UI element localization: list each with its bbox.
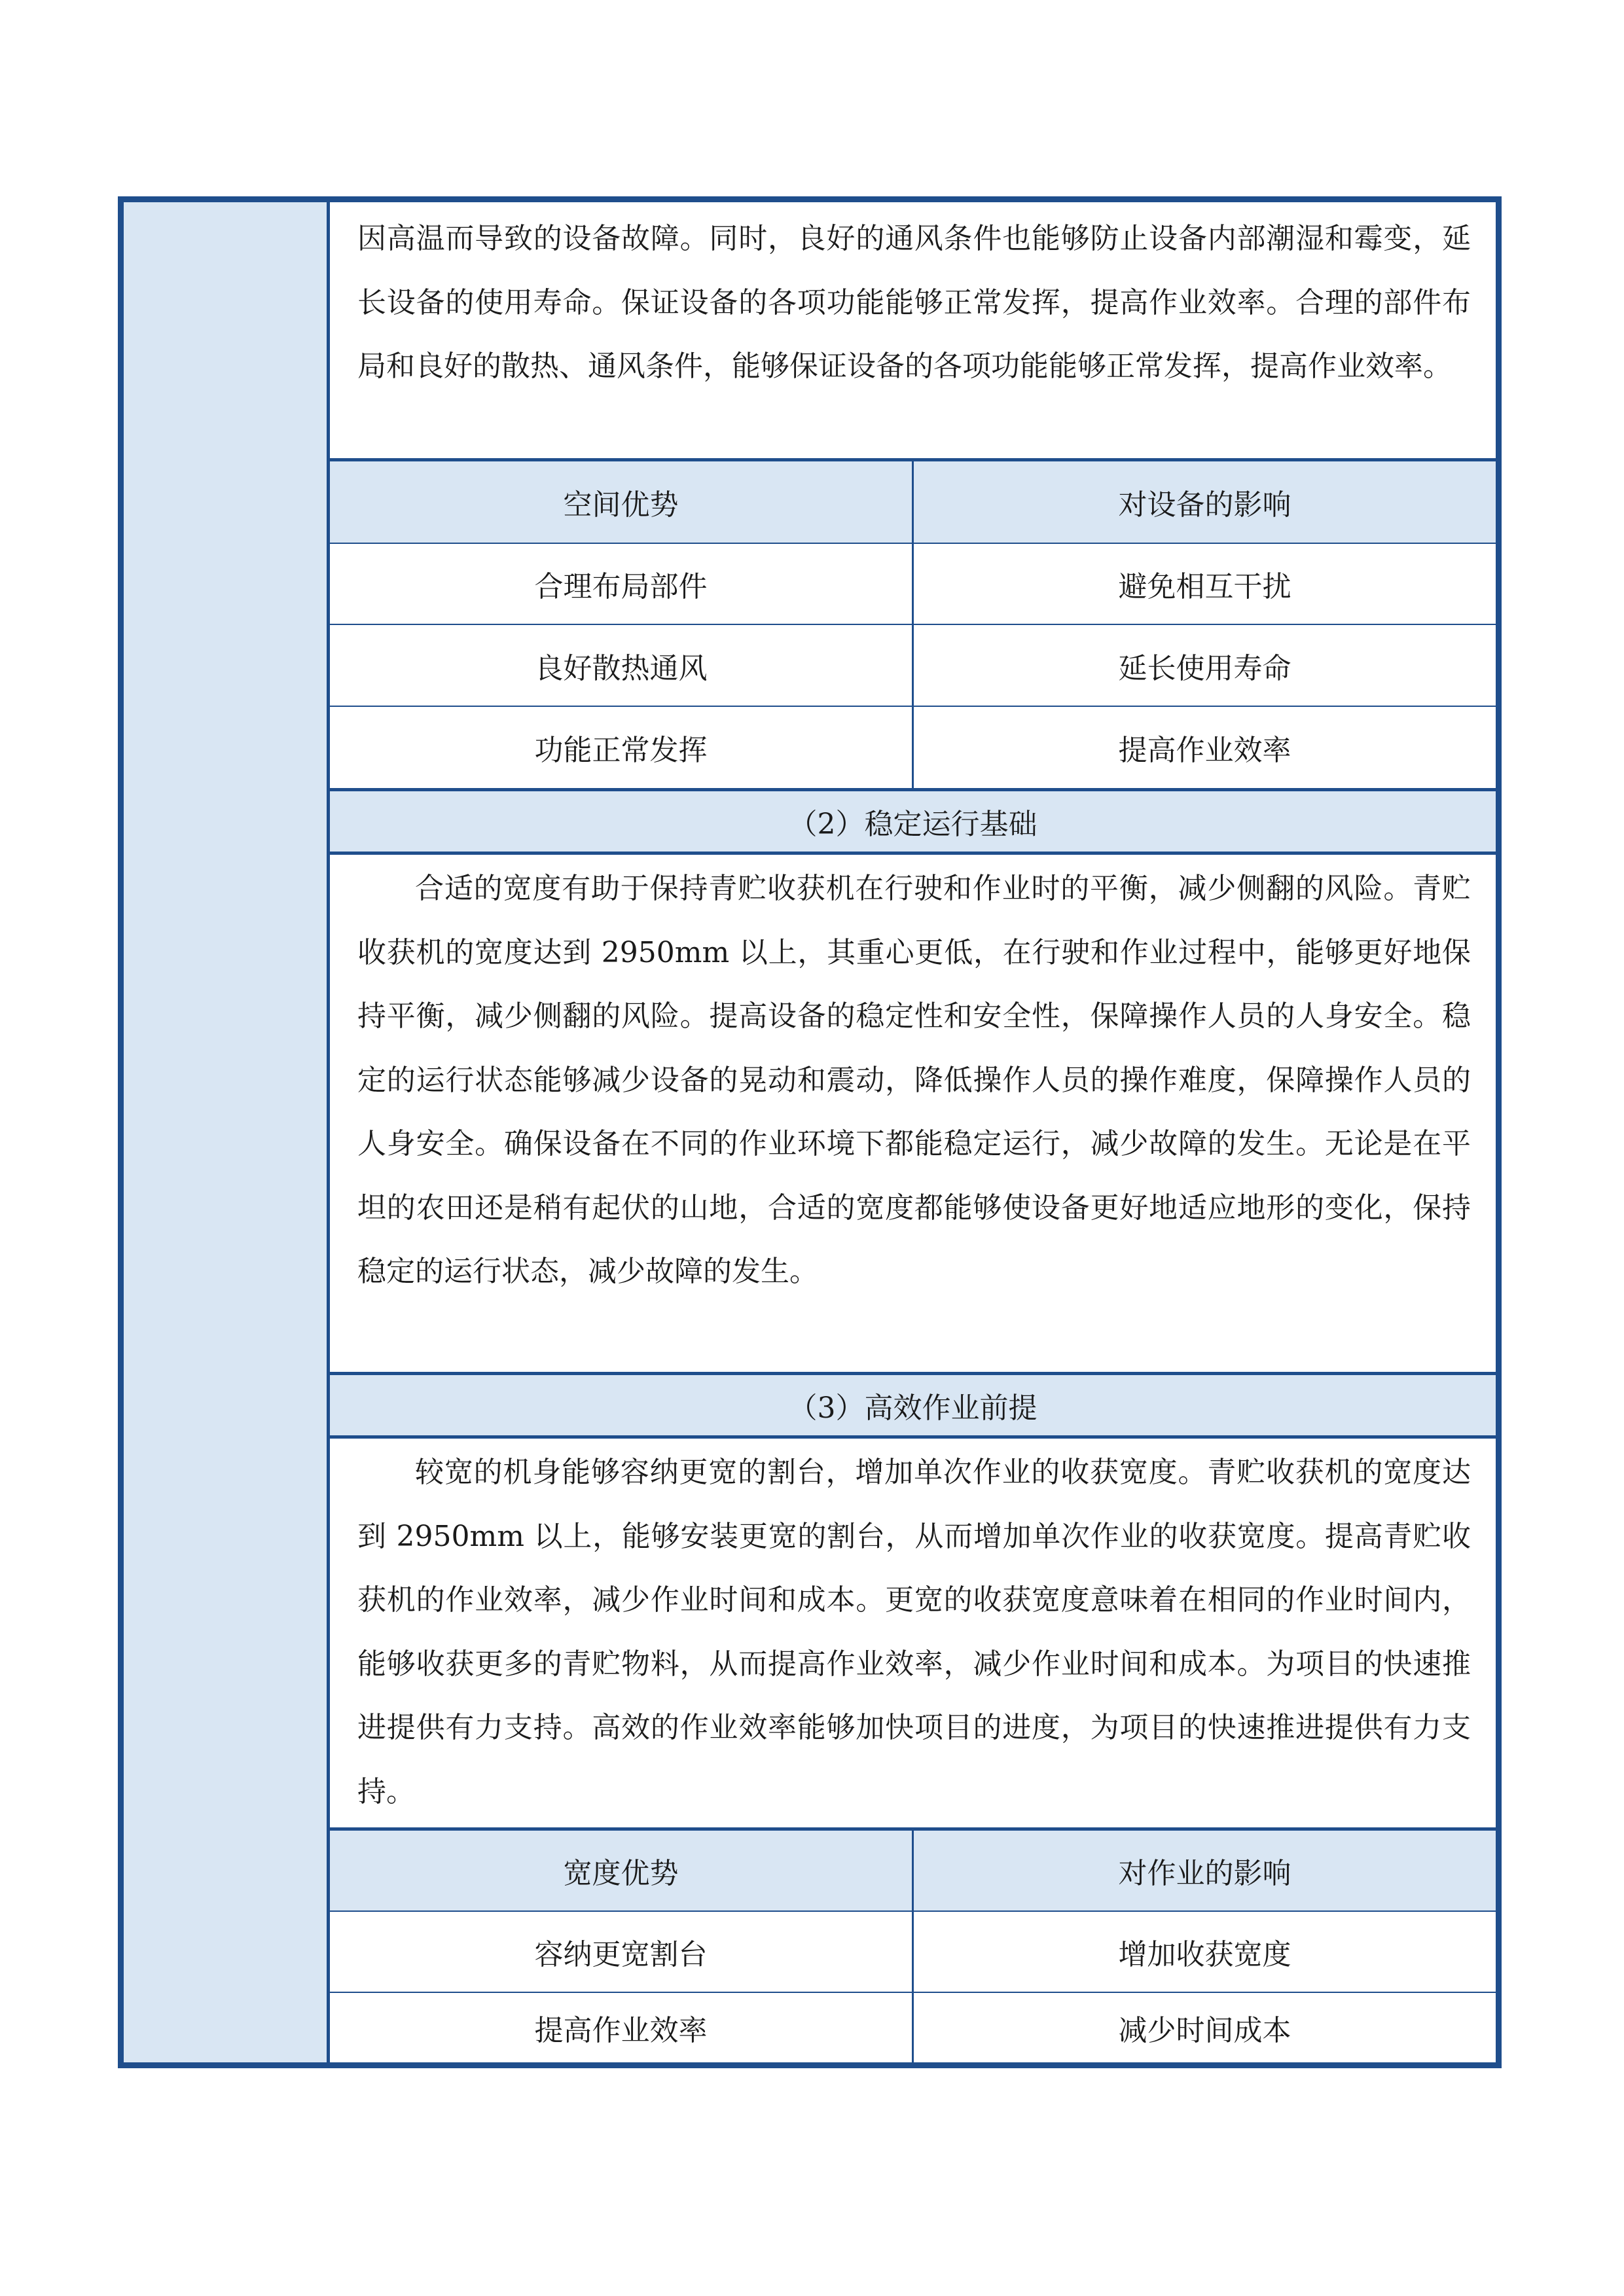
table-header-cell: 对作业的影响 bbox=[1118, 1857, 1291, 1890]
table-cell: 良好散热通风 bbox=[330, 625, 914, 706]
paragraph-efficient-work: 较宽的机身能够容纳更宽的割台，增加单次作业的收获宽度。青贮收获机的宽度达到 2950mm 以上，能够安装更宽的割台，从而增加单次作业的收获宽度。提高青贮收获机的作业效率，减少作业时间和成本。更宽的收获宽度意味着在相同的作业时间内，能够收获更多的青贮物料，从而提高作业效率，减少作业时间和成本。为项目的快速推进提供有力支持。高效的作业效率能够加快项目的进度，为项目的快速推进提供有力支持。 bbox=[357, 1456, 1471, 1808]
table-cell: 功能正常发挥 bbox=[330, 707, 914, 788]
table-header-row bbox=[330, 1831, 1496, 1910]
table-cell: 提高作业效率 bbox=[330, 1993, 914, 2062]
table-row bbox=[330, 707, 1496, 788]
table-row bbox=[330, 544, 1496, 624]
table-header-cell: 对设备的影响 bbox=[1118, 488, 1291, 522]
left-label-column bbox=[124, 202, 330, 2062]
table-cell: 避免相互干扰 bbox=[1118, 570, 1291, 603]
table-cell: 容纳更宽割台 bbox=[330, 1912, 914, 1992]
table-cell: 合理布局部件 bbox=[330, 544, 914, 624]
table-row bbox=[330, 1993, 1496, 2062]
document-frame bbox=[118, 196, 1502, 2068]
table-header-cell: 宽度优势 bbox=[330, 1831, 914, 1910]
table-cell: 延长使用寿命 bbox=[1118, 651, 1291, 685]
table-row bbox=[330, 625, 1496, 706]
divider bbox=[330, 852, 1496, 855]
section-heading-stable-operation: （2）稳定运行基础 bbox=[330, 791, 1496, 852]
table-cell: 增加收获宽度 bbox=[1118, 1938, 1291, 1971]
divider bbox=[330, 1435, 1496, 1439]
section-heading-efficient-work: （3）高效作业前提 bbox=[330, 1375, 1496, 1435]
table-header-row bbox=[330, 461, 1496, 543]
table-row bbox=[330, 1912, 1496, 1992]
table-header-cell: 空间优势 bbox=[330, 461, 914, 543]
table-cell: 提高作业效率 bbox=[1118, 734, 1291, 767]
paragraph-top: 因高温而导致的设备故障。同时，良好的通风条件也能够防止设备内部潮湿和霉变，延长设备的使用寿命。保证设备的各项功能能够正常发挥，提高作业效率。合理的部件布局和良好的散热、通风条件，能够保证设备的各项功能能够正常发挥，提高作业效率。 bbox=[357, 222, 1471, 383]
table-cell: 减少时间成本 bbox=[1118, 2014, 1291, 2047]
paragraph-stable-operation: 合适的宽度有助于保持青贮收获机在行驶和作业时的平衡，减少侧翻的风险。青贮收获机的宽度达到 2950mm 以上，其重心更低，在行驶和作业过程中，能够更好地保持平衡，减少侧翻的风险。提高设备的稳定性和安全性，保障操作人员的人身安全。稳定的运行状态能够减少设备的晃动和震动，降低操作人员的操作难度，保障操作人员的人身安全。确保设备在不同的作业环境下都能稳定运行，减少故障的发生。无论是在平坦的农田还是稍有起伏的山地，合适的宽度都能够使设备更好地适应地形的变化，保持稳定的运行状态，减少故障的发生。 bbox=[357, 872, 1471, 1288]
content-column bbox=[330, 202, 1496, 2062]
